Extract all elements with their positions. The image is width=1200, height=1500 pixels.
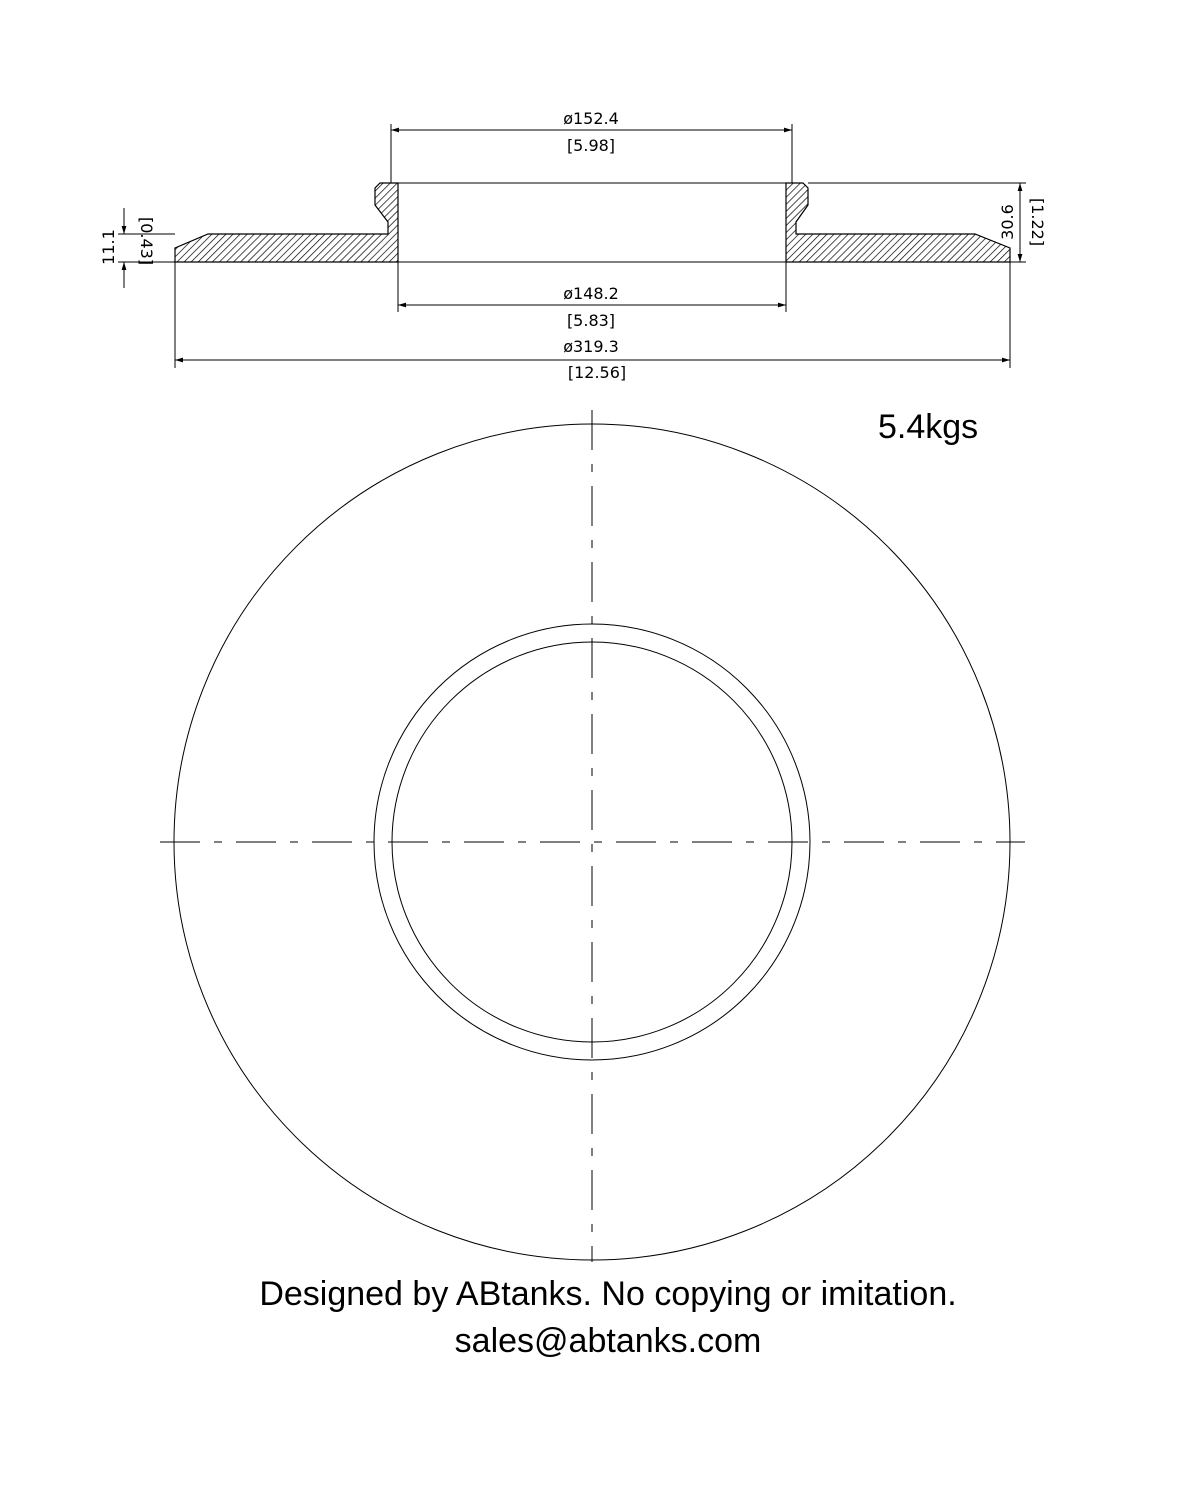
dim-top-diameter (391, 109, 792, 183)
dim-flange-thickness-inch: [0.43] (137, 216, 156, 266)
dim-flange-thickness (99, 208, 175, 288)
ferrule-outer-circle (374, 624, 810, 1060)
dim-flange-thickness-value: 11.1 (99, 229, 118, 265)
dim-top-diameter-value: ø152.4 (563, 109, 619, 128)
dim-inner-diameter-inch: [5.83] (566, 311, 616, 330)
section-view (99, 109, 1047, 382)
footer-email: sales@abtanks.com (454, 1322, 762, 1360)
dim-total-height-inch: [1.22] (1028, 197, 1047, 247)
dim-total-height-value: 30.6 (998, 204, 1017, 240)
dim-inner-diameter (398, 262, 786, 330)
dim-top-diameter-inch: [5.98] (566, 136, 616, 155)
weight-label: 5.4kgs (878, 408, 979, 446)
top-view (160, 410, 1025, 1262)
footer-notice: Designed by ABtanks. No copying or imitation. (259, 1275, 957, 1313)
section-left-half (175, 183, 398, 262)
outer-flange-circle (174, 424, 1010, 1260)
dim-inner-diameter-value: ø148.2 (563, 284, 619, 303)
dim-outer-diameter-value: ø319.3 (563, 337, 619, 356)
dim-outer-diameter-inch: [12.56] (567, 363, 627, 382)
section-right-half (786, 183, 1010, 262)
